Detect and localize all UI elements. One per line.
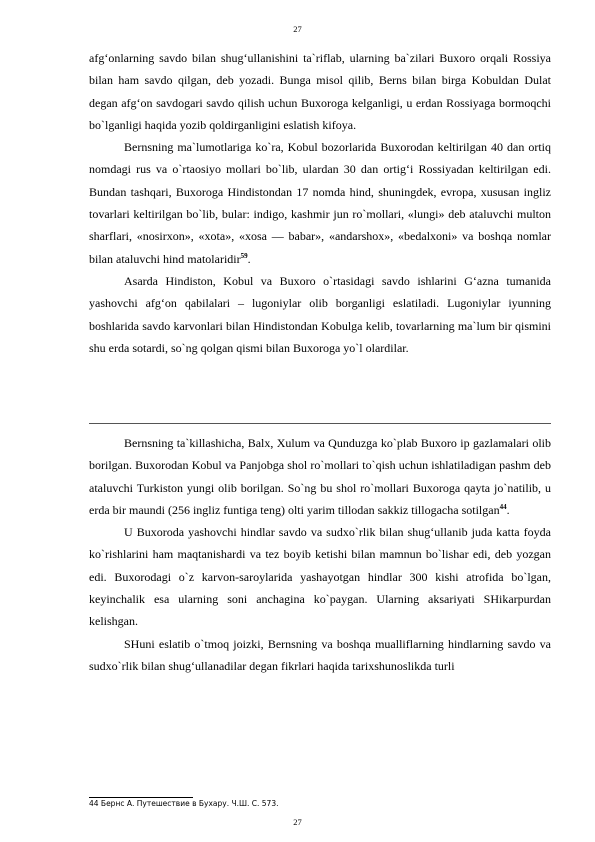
page-number-top: 27	[293, 24, 302, 34]
paragraph: U Buxoroda yashovchi hindlar savdo va sudxo`rlik bilan shug‘ullanib juda katta foyda ko`rishlarini ham maqtanishardi va tez boyib ketishi bilan mamnun bo`lishar edi, deb yozgan edi. Buxorodagi o`z karvon-saroylarida yashayotgan hindlar 300 kishi atrofida bo`lgan, keyinchalik esa ularning soni anchagina ko`paygan. Ularning aksariyati SHikarpurdan kelishgan.	[89, 525, 551, 629]
paragraph-text: Bernsning ma`lumotlariga ko`ra, Kobul bozorlarida Buxorodan keltirilgan 40 dan ortiq nomdagi rus va o`rtaosiyo mollari bo`lib, ulardan 30 dan ortig‘i Rossiyadan keltirilgan edi. Bundan tashqari, Buxoroga Hindistondan 17 nomda hind, shuningdek, evropa, xususan ingliz tovarlari keltirilgan bo`lib, bular: indigo, kashmir jun ro`mollari, «lungi» deb ataluvchi multon sharflari, «nosirxon», «xota», «xosa — babar», «andarshox», «bedalxoni» va boshqa nomlar bilan ataluvchi hind matolaridir	[89, 140, 551, 266]
footnote-ref: 44	[499, 502, 507, 511]
paragraph-text: Bernsning ta`killashicha, Balx, Xulum va Qunduzga ko`plab Buxoro ip gazlamalari olib borilgan. Buxorodan Kobul va Panjobga shol ro`mollari to`qish uchun ishlatiladigan pashm deb ataluvchi Turkiston yungi olib borilgan. So`ng bu shol ro`mollari Buxoroga qayta jo`natilib, u erda bir maundi (256 ingliz funtiga teng) olti yarim tillodan sakkiz tillogacha sotilgan	[89, 436, 551, 517]
paragraph	[89, 136, 551, 270]
section-divider	[89, 423, 551, 424]
paragraph-end: .	[247, 251, 251, 266]
body-text-bottom	[89, 432, 551, 677]
paragraph-end: .	[506, 502, 510, 517]
footnote: 44 Бернс А. Путешествие в Бухару. Ч.Ш. С. 573.	[89, 799, 279, 808]
footnote-separator	[89, 797, 193, 798]
paragraph: SHuni eslatib o`tmoq joizki, Bernsning va boshqa mualliflarning hindlarning savdo va sudxo`rlik bilan shug‘ullanadilar degan fikrlari haqida tarixshunoslikda turli	[89, 636, 551, 673]
footnote-ref: 59	[240, 251, 248, 260]
paragraph: afg‘onlarning savdo bilan shug‘ullanishini ta`riflab, ularning ba`zilari Buxoro orqali Rossiya bilan ham savdo qilgan, deb yozadi. Bunga misol qilib, Berns bilan birga Kobuldan Dulat degan afg‘on savdogari savdo qilish uchun Buxoroga kelganligi, u erdan Rossiyaga bormoqchi bo`lganligi haqida yozib qoldirganligini eslatish kifoya.	[89, 51, 551, 132]
body-text-top	[89, 47, 551, 359]
page-number-bottom: 27	[293, 817, 302, 827]
paragraph	[89, 432, 551, 521]
paragraph: Asarda Hindiston, Kobul va Buxoro o`rtasidagi savdo ishlarini G‘azna tumanida yashovchi afg‘on qabilalari – lugoniylar olib borganligi eslatiladi. Lugoniylar iyunning boshlarida savdo karvonlari bilan Hindistondan Kobulga kelib, tovarlarning ma`lum bir qismini shu erda sotardi, so`ng qolgan qismi bilan Buxoroga yo`l olardilar.	[89, 273, 551, 355]
